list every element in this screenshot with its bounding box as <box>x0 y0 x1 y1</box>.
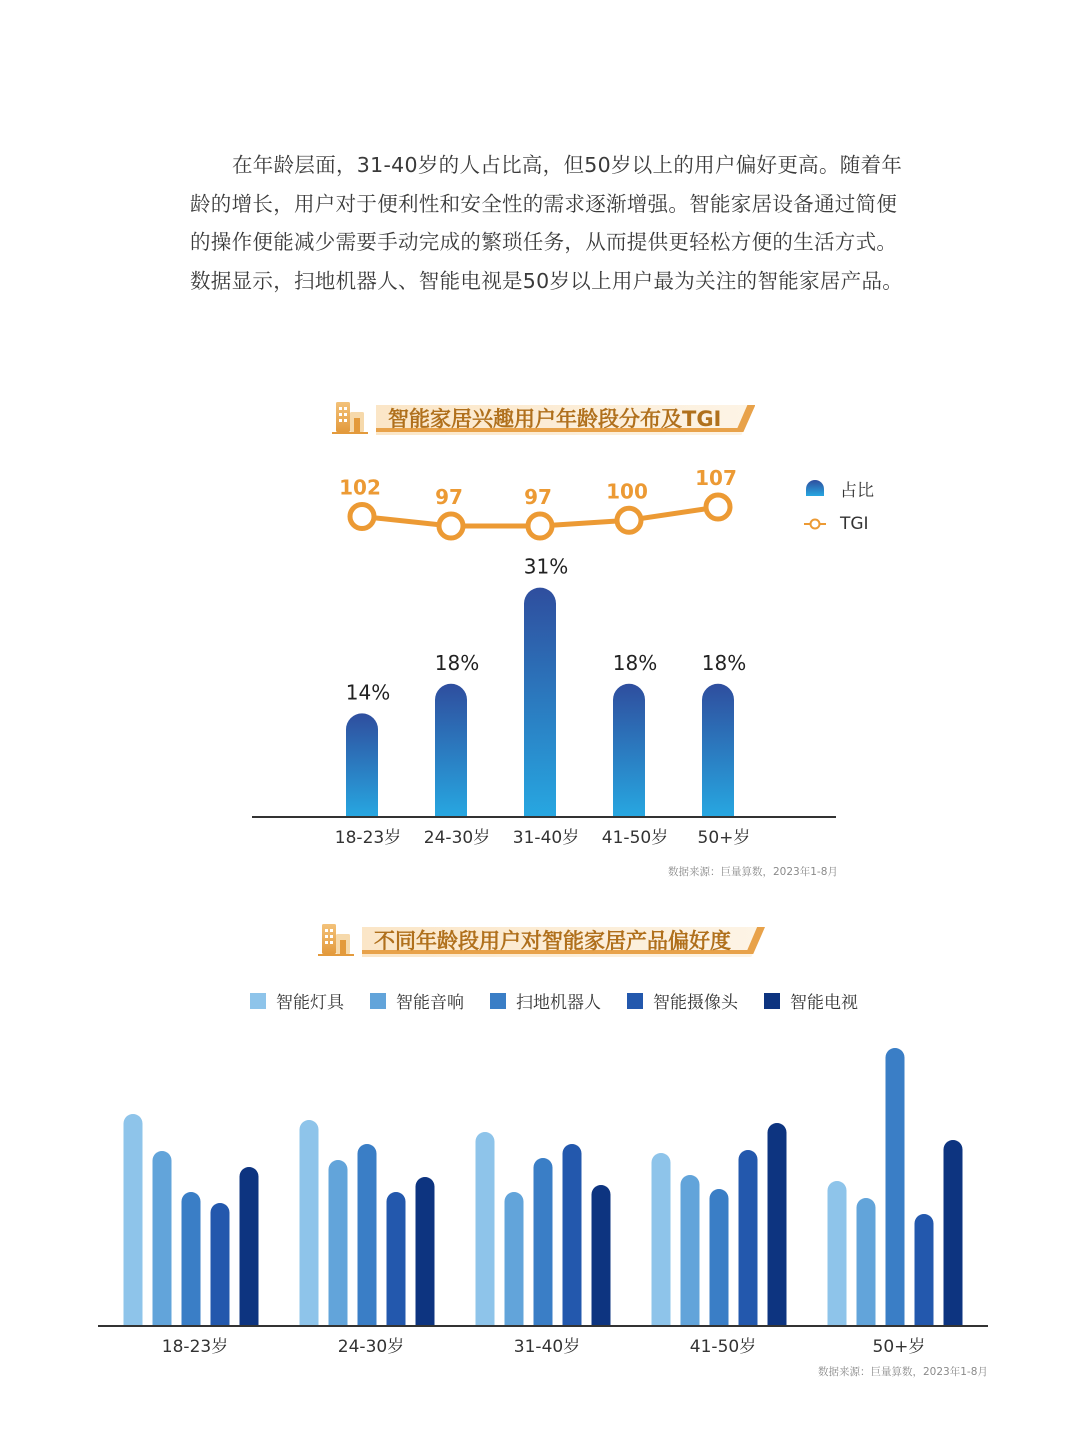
legend-label: 智能音响 <box>396 993 464 1013</box>
chart1-title <box>330 396 755 440</box>
chart2-source: 数据来源：巨量算数，2023年1-8月 <box>818 1366 988 1378</box>
product-bar <box>886 1048 905 1326</box>
legend-label: 智能灯具 <box>276 993 344 1013</box>
product-bar <box>857 1198 876 1326</box>
product-bar <box>300 1120 319 1326</box>
tgi-data-label: 97 <box>524 485 552 509</box>
x-tick-label: 24-30岁 <box>423 828 491 848</box>
x-tick-label: 24-30岁 <box>337 1337 405 1357</box>
x-tick-label: 18-23岁 <box>161 1337 229 1357</box>
legend-label: 扫地机器人 <box>516 993 601 1013</box>
product-bar <box>387 1192 406 1326</box>
product-bar <box>124 1114 143 1326</box>
age-distribution-chart <box>0 460 1080 860</box>
share-data-label: 31% <box>523 554 569 579</box>
share-data-label: 14% <box>345 680 391 705</box>
legend-label: 智能摄像头 <box>653 993 738 1013</box>
product-bar <box>710 1189 729 1326</box>
product-bar <box>828 1181 847 1326</box>
product-bar <box>563 1144 582 1326</box>
x-tick-label: 50+岁 <box>697 828 751 848</box>
share-bar <box>613 684 645 817</box>
building-icon <box>316 920 356 960</box>
x-tick-label: 41-50岁 <box>601 828 669 848</box>
tgi-data-label: 107 <box>695 466 737 490</box>
share-bar <box>524 588 556 817</box>
product-bar <box>240 1167 259 1326</box>
share-bar <box>435 684 467 817</box>
chart2-title-text: 不同年龄段用户对智能家居产品偏好度 <box>374 929 731 953</box>
product-bar <box>476 1132 495 1326</box>
product-bar <box>416 1177 435 1326</box>
product-bar <box>211 1203 230 1326</box>
building-icon <box>330 398 370 438</box>
legend-label: 智能电视 <box>790 993 858 1013</box>
x-tick-label: 31-40岁 <box>512 828 580 848</box>
tgi-point <box>350 505 374 529</box>
product-bar <box>739 1150 758 1326</box>
product-bar <box>358 1144 377 1326</box>
product-bar <box>592 1185 611 1326</box>
tgi-data-label: 100 <box>606 479 648 504</box>
tgi-point <box>617 508 641 532</box>
product-bar <box>329 1160 348 1326</box>
share-bar <box>702 684 734 817</box>
product-bar <box>681 1175 700 1326</box>
product-bar <box>505 1192 524 1326</box>
product-bar <box>534 1158 553 1326</box>
product-bar <box>153 1151 172 1326</box>
tgi-point <box>706 495 730 519</box>
x-tick-label: 41-50岁 <box>689 1337 757 1357</box>
share-bar <box>346 713 378 817</box>
chart1-source: 数据来源：巨量算数，2023年1-8月 <box>668 866 838 878</box>
x-tick-label: 18-23岁 <box>334 828 402 848</box>
chart2-title <box>316 918 765 962</box>
share-data-label: 18% <box>434 650 480 675</box>
tgi-data-label: 102 <box>339 475 381 500</box>
product-bar <box>768 1123 787 1326</box>
legend-share-label: 占比 <box>840 480 874 501</box>
product-preference-chart <box>0 980 1080 1380</box>
tgi-point <box>528 514 552 538</box>
chart1-title-text: 智能家居兴趣用户年龄段分布及TGI <box>388 407 722 431</box>
product-bar <box>182 1192 201 1326</box>
share-data-label: 18% <box>612 650 658 675</box>
intro-paragraph: 在年龄层面，31-40岁的人占比高，但50岁以上的用户偏好更高。随着年龄的增长，用户对于便利性和安全性的需求逐渐增强。智能家居设备通过简便的操作便能减少需要手动完成的繁琐任务，从而提供更轻松方便的生活方式。数据显示，扫地机器人、智能电视是50岁以上用户最为关注的智能家居产品。 <box>190 153 904 293</box>
product-bar <box>915 1214 934 1326</box>
legend-tgi-label: TGI <box>840 514 869 534</box>
x-tick-label: 50+岁 <box>872 1337 926 1357</box>
product-bar <box>652 1153 671 1326</box>
x-tick-label: 31-40岁 <box>513 1337 581 1357</box>
share-data-label: 18% <box>701 650 747 675</box>
tgi-point <box>439 514 463 538</box>
product-bar <box>944 1140 963 1326</box>
tgi-data-label: 97 <box>435 485 463 509</box>
